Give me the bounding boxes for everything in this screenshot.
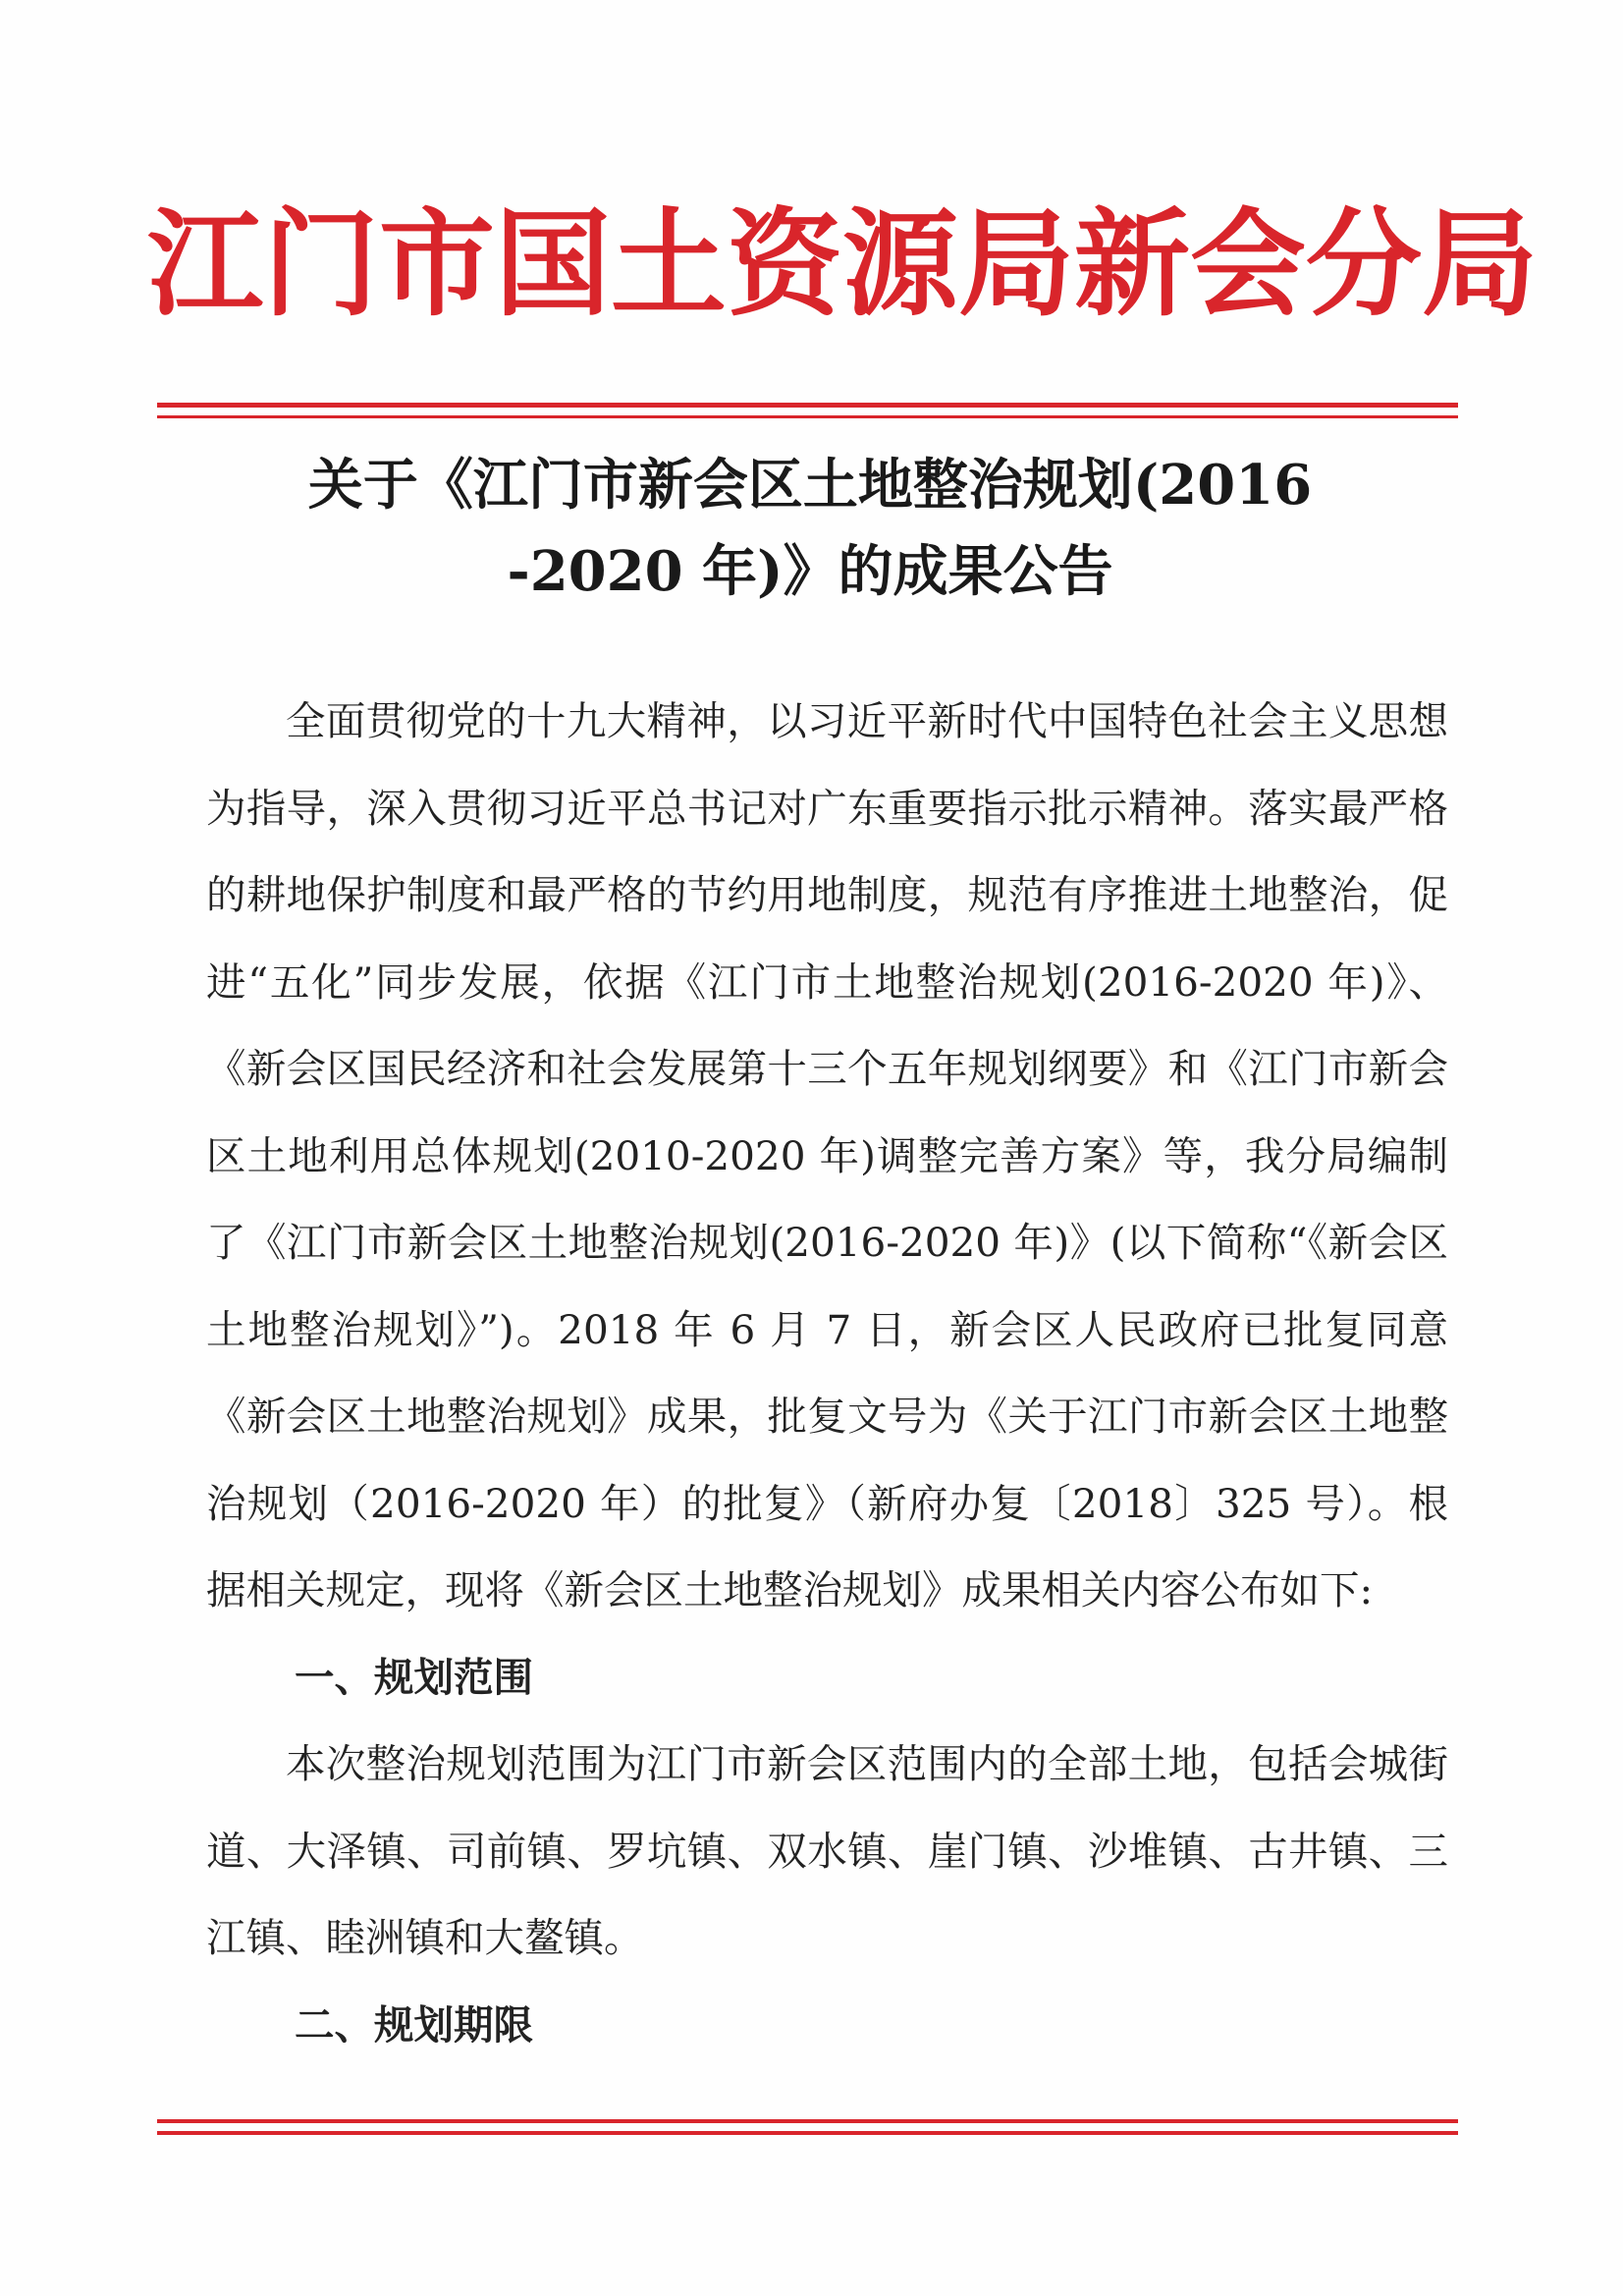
- masthead-title: 江门市国土资源局新会分局: [147, 196, 1539, 332]
- footer-rule-upper: [157, 2119, 1458, 2123]
- header-rule-thin: [157, 415, 1458, 418]
- body-paragraph-intro: 全面贯彻党的十九大精神，以习近平新时代中国特色社会主义思想为指导，深入贯彻习近平总书记对广东重要指示批示精神。落实最严格的耕地保护制度和最严格的节约用地制度，规范有序推进土地整治，促进“五化”同步发展，依据《江门市土地整治规划(2016-2020 年)》、《新会区国民经济和社会发展第十三个五年规划纲要》和《江门市新会区土地利用总体规划(2010-2020 年)调整完善方案》等，我分局编制了《江门市新会区土地整治规划(2016-2020 年)》(以下简称“《新会区土地整治规划》”)。2018 年 6 月 7 日，新会区人民政府已批复同意《新会区土地整治规划》成果，批复文号为《关于江门市新会区土地整治规划（2016-2020 年）的批复》（新府办复〔2018〕325 号）。根据相关规定，现将《新会区土地整治规划》成果相关内容公布如下:: [206, 697, 1448, 1613]
- section-heading-period: 二、规划期限: [295, 2000, 533, 2049]
- section-heading-scope: 一、规划范围: [295, 1653, 533, 1701]
- document-title-line-2: -2020 年)》的成果公告: [507, 539, 1113, 604]
- body-paragraph-scope: 本次整治规划范围为江门市新会区范围内的全部土地，包括会城街道、大泽镇、司前镇、罗坑镇、双水镇、崖门镇、沙堆镇、古井镇、三江镇、睦洲镇和大鳌镇。: [206, 1740, 1448, 1961]
- header-rule-thick: [157, 403, 1458, 408]
- document-title: [196, 442, 1424, 615]
- document-title-line-1: 关于《江门市新会区土地整治规划(2016: [307, 453, 1313, 518]
- footer-rule-lower: [157, 2131, 1458, 2135]
- document-body: [206, 678, 1448, 2068]
